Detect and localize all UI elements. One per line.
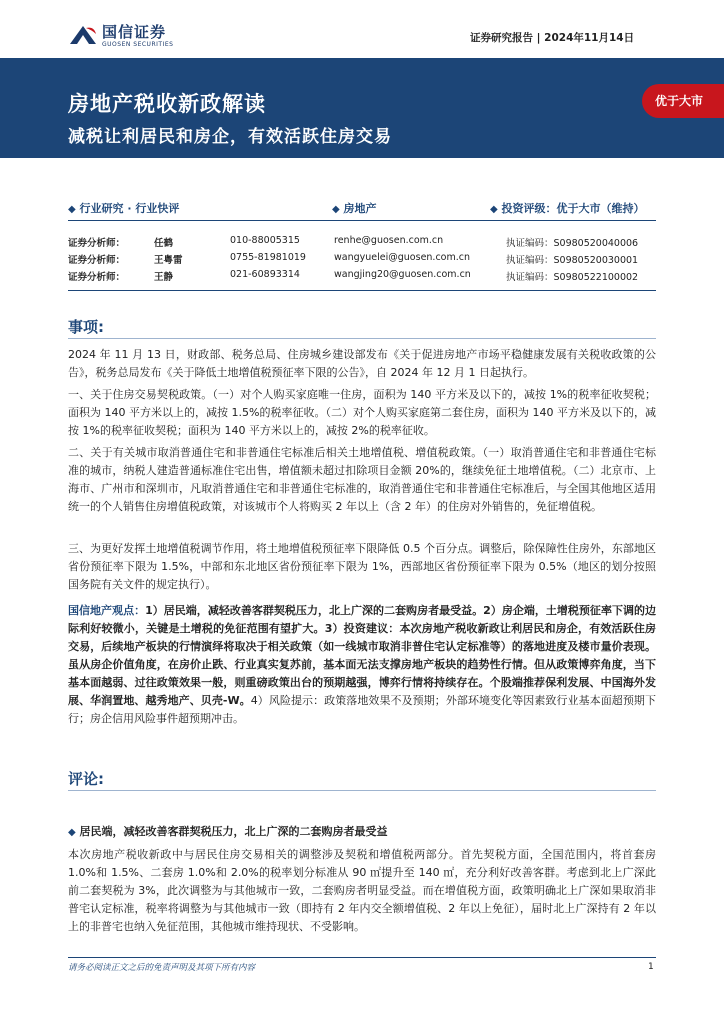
analyst-name: 王静 [154,272,174,283]
paragraph-text: 三、为更好发挥土地增值税调节作用，将土地增值税预征率下限降低 0.5 个百分点。调整后，除保障性住房外，东部地区省份预征率下限为 1.5%，中部和东北地区省份预征率下限为 1%，西部地区省份预征率下限为 0.5%（地区的划分按照国务院有关文件的规定执行）。 [68,542,656,591]
category-sector-label: 房地产 [343,202,377,215]
footer-divider [68,957,656,958]
matters-paragraph-2 [68,386,656,440]
view-label: 国信地产观点： [68,604,146,617]
section-heading-matters: 事项: [68,318,104,336]
view-tail-text: 4）风险提示：政策落地效果不及预期；外部环境变化等因素致行业基本面超预期下行；房企信用风险事件超预期冲击。 [68,694,656,725]
matters-paragraph-3 [68,444,656,516]
report-subtitle: 减税让利居民和房企，有效活跃住房交易 [68,127,392,147]
analyst-cert: 执证编码：S0980520040006 [506,238,639,249]
analyst-cert: 执证编码：S0980520030001 [506,255,639,266]
matters-paragraph-1 [68,346,656,382]
report-meta: 证券研究报告 | 2024年11月14日 [470,32,635,44]
category-industry-label: 行业研究 · 行业快评 [79,202,180,215]
logo-text-cn: 国信证券 [102,23,167,41]
category-rating [490,200,645,216]
category-sector [332,200,377,216]
analyst-role: 证券分析师： [68,255,126,266]
subheading-text: 居民端，减轻改善客群契税压力，北上广深的二套购房者最受益 [79,825,388,838]
view-bold-text: 1）居民端，减轻改善客群契税压力，北上广深的二套购房者最受益。2）房企端，土增税预征率下调的边际利好较微小，关键是土增税的免征范围有望扩大。3）投资建议：本次房地产税收新政让利居民和房企，有效活跃住房交易，后续地产板块的行情演绎将取决于相关政策（如一线城市取消非普住宅认定标准等）的落地进度及楼市量价表现。虽从房企价值角度，在房价止跌、行业真实复苏前，基本面无法支撑房地产板块的趋势性行情。但从政策博弈角度，当下基本面越弱、过往政策效果一般，则重磅政策出台的预期越强，博弈行情将持续存在。个股端推荐保利发展、中国海外发展、华润置地、越秀地产、贝壳-W。 [68,604,656,707]
analyst-role: 证券分析师： [68,238,126,249]
diamond-icon: ◆ [490,204,498,215]
guosen-logo-icon [68,22,98,48]
comments-paragraph-1 [68,846,656,936]
category-rating-label: 投资评级：优于大市（维持） [501,202,645,215]
report-title: 房地产税收新政解读 [68,92,266,116]
divider [68,790,656,791]
analyst-phone: 021-60893314 [230,269,300,280]
logo-text-en: GUOSEN SECURITIES [102,41,174,48]
category-industry [68,200,179,216]
analyst-name: 王粤雷 [154,255,183,266]
rating-tab-label: 优于大市 [655,94,704,108]
analyst-phone: 0755-81981019 [230,252,306,263]
analyst-email[interactable]: wangyuelei@guosen.com.cn [334,252,471,263]
paragraph-text: 2024 年 11 月 13 日，财政部、税务总局、住房城乡建设部发布《关于促进房地产市场平稳健康发展有关税收政策的公告》，税务总局发布《关于降低土地增值税预征率下限的公告》，自 2024 年 12 月 1 日起执行。 [68,348,656,379]
analyst-cert: 执证编码：S0980522100002 [506,272,639,283]
matters-paragraph-4 [68,540,656,594]
divider [68,338,656,339]
diamond-icon: ◆ [68,827,76,838]
paragraph-text: 二、关于有关城市取消普通住宅和非普通住宅标准后相关土地增值税、增值税政策。（一）取消普通住宅和非普通住宅标准的城市，纳税人建造普通标准住宅出售，增值额未超过扣除项目金额 20%的，继续免征土地增值税。（二）北京市、上海市、广州市和深圳市，凡取消普通住宅和非普通住宅标准的，取消普通住宅和非普通住宅标准后，与全国其他地区适用统一的个人销售住房增值税政策，对该城市个人将购买 2 年以上（含 2 年）的住房对外销售的，免征增值税。 [68,446,656,513]
footer-disclaimer: 请务必阅读正文之后的免责声明及其项下所有内容 [68,963,256,973]
diamond-icon: ◆ [68,204,76,215]
divider [68,290,656,291]
guosen-view-paragraph [68,602,656,728]
comments-subheading [68,823,388,839]
analyst-email[interactable]: wangjing20@guosen.com.cn [334,269,471,280]
page-number: 1 [648,962,654,972]
analyst-email[interactable]: renhe@guosen.com.cn [334,235,444,246]
section-heading-comments: 评论: [68,770,104,788]
diamond-icon: ◆ [332,204,340,215]
analyst-phone: 010-88005315 [230,235,300,246]
paragraph-text: 一、关于住房交易契税政策。（一）对个人购买家庭唯一住房，面积为 140 平方米及以下的，减按 1%的税率征收契税；面积为 140 平方米以上的，减按 1.5%的税率征收。（二）对个人购买家庭第二套住房，面积为 140 平方米及以下的，减按 1%的税率征收契税；面积为 140 平方米以上的，减按 2%的税率征收。 [68,388,656,437]
analyst-name: 任鹤 [154,238,174,249]
divider [68,220,656,221]
paragraph-text: 本次房地产税收新政中与居民住房交易相关的调整涉及契税和增值税两部分。首先契税方面，全国范围内，将首套房 1.0%和 1.5%、二套房 1.0%和 2.0%的税率划分标准从 90 ㎡提升至 140 ㎡，充分利好改善客群。考虑到北上广深此前二套契税为 3%，此次调整为与其他城市一致，二套购房者明显受益。而在增值税方面，政策明确北上广深如果取消非普宅认定标准，税率将调整为与其他城市一致（即持有 2 年内交全额增值税、2 年以上免征），届时北上广深持有 2 年以上的非普宅也纳入免征范围，其他城市维持现状、不受影响。 [68,848,656,933]
analyst-role: 证券分析师： [68,272,126,283]
